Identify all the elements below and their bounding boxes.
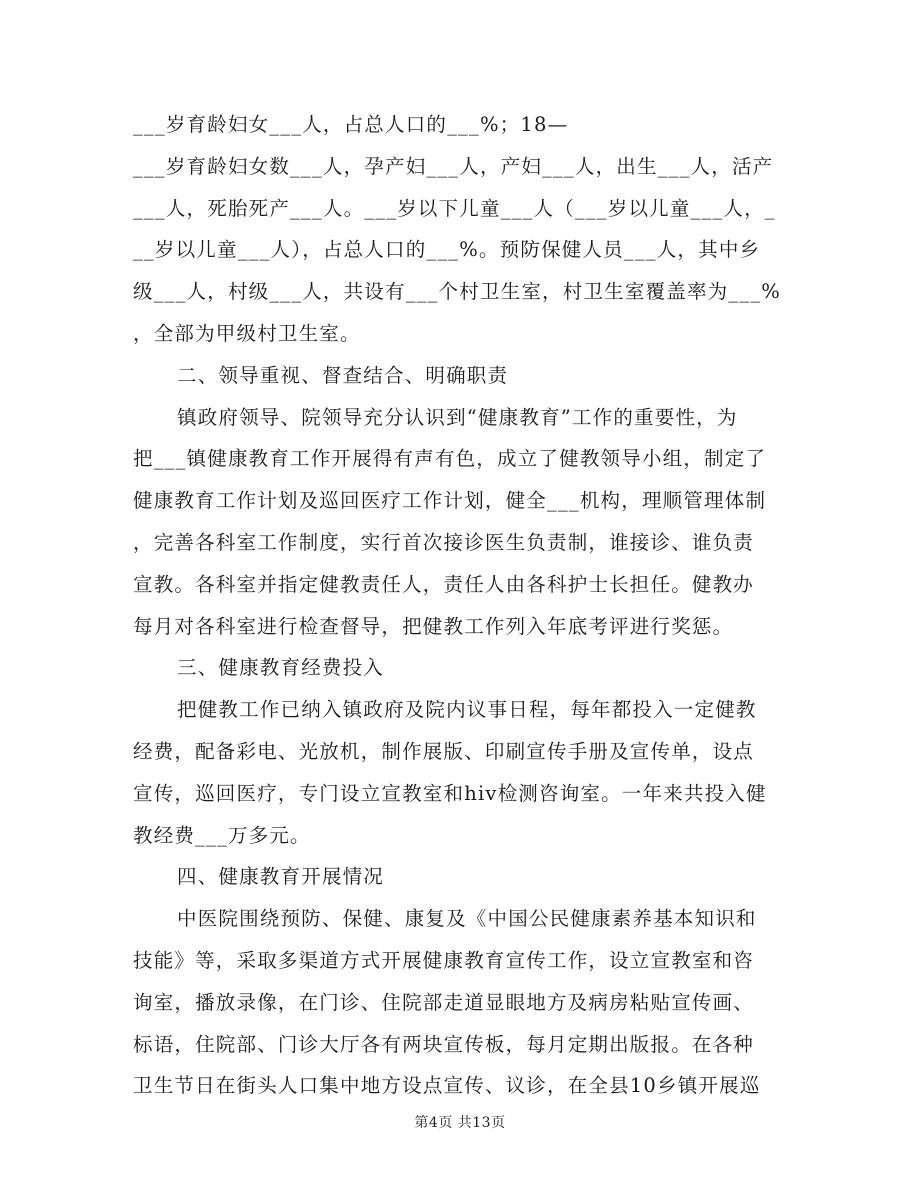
document-line: 二、领导重视、督查结合、明确职责 <box>177 363 509 387</box>
document-line: 宣传，巡回医疗，专门设立宣教室和hiv检测咨询室。一年来共投入健 <box>133 781 767 805</box>
document-line: 卫生节日在街头人口集中地方设点宣传、议诊，在全县10乡镇开展巡 <box>133 1074 761 1098</box>
document-line: 镇政府领导、院领导充分认识到“健康教育”工作的重要性，为 <box>177 405 738 429</box>
document-line: 每月对各科室进行检查督导，把健教工作列入年底考评进行奖惩。 <box>133 614 734 638</box>
document-line: ___岁育龄妇女数___人，孕产妇___人，产妇___人，出生___人，活产 <box>133 154 774 178</box>
document-line: 把___镇健康教育工作开展得有声有色，成立了健教领导小组，制定了 <box>133 447 767 471</box>
document-line: ___岁育龄妇女___人，占总人口的___%；18— <box>133 113 569 136</box>
document-line: 询室，播放录像，在门诊、住院部走道显眼地方及病房粘贴宣传画、 <box>133 990 755 1014</box>
document-line: 健康教育工作计划及巡回医疗工作计划，健全___机构，理顺管理体制 <box>133 489 767 513</box>
document-line: ，完善各科室工作制度，实行首次接诊医生负责制，谁接诊、谁负责 <box>133 530 755 554</box>
document-line: 中医院围绕预防、保健、康复及《中国公民健康素养基本知识和 <box>177 907 757 931</box>
document-line: 技能》等，采取多渠道方式开展健康教育宣传工作，设立宣教室和咨 <box>133 948 755 972</box>
document-line: 宣教。各科室并指定健教责任人，责任人由各科护士长担任。健教办 <box>133 572 755 596</box>
document-line: 教经费___万多元。 <box>133 823 311 847</box>
document-line: 三、健康教育经费投入 <box>177 656 385 680</box>
page-number-footer: 第4页 共13页 <box>414 1115 506 1131</box>
document-body <box>133 104 798 1107</box>
document-line: 把健教工作已纳入镇政府及院内议事日程，每年都投入一定健教 <box>177 698 757 722</box>
document-line: ，全部为甲级村卫生室。 <box>133 321 361 345</box>
document-line: 四、健康教育开展情况 <box>177 865 385 889</box>
document-line: 标语，住院部、门诊大厅各有两块宣传板，每月定期出版报。在各种 <box>133 1032 755 1056</box>
document-line: 经费，配备彩电、光放机，制作展版、印刷宣传手册及宣传单，设点 <box>133 739 755 763</box>
document-line: __岁以儿童___人），占总人口的___%。预防保健人员___人，其中乡 <box>133 238 761 262</box>
document-line: ___人，死胎死产___人。___岁以下儿童___人（___岁以儿童___人，_ <box>133 196 776 220</box>
document-line: 级___人，村级___人，共设有___个村卫生室，村卫生室覆盖率为___% <box>133 280 781 304</box>
